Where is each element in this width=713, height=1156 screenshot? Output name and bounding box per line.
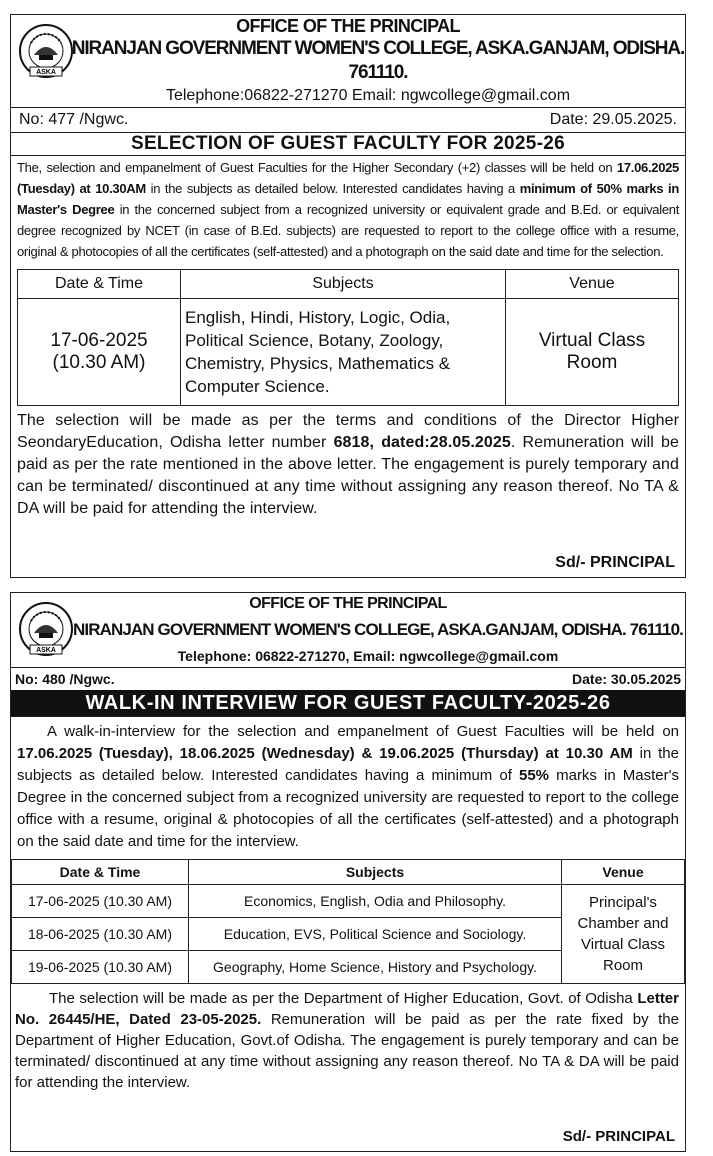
notice-header bbox=[11, 593, 685, 667]
header-subjects: Subjects bbox=[181, 270, 506, 299]
notice-walk-in-interview bbox=[10, 592, 686, 1152]
table-header-row bbox=[18, 270, 679, 299]
principal-signature: Sd/- PRINCIPAL bbox=[555, 554, 675, 571]
reference-row bbox=[11, 667, 685, 690]
header-subjects: Subjects bbox=[189, 860, 562, 885]
notice-title: WALK-IN INTERVIEW FOR GUEST FACULTY-2025-26 bbox=[11, 690, 685, 717]
header-venue: Venue bbox=[562, 860, 685, 885]
reference-number: No: 480 /Ngwc. bbox=[15, 671, 115, 687]
college-name: NIRANJAN GOVERNMENT WOMEN'S COLLEGE, ASKA.GANJAM, ODISHA. 761110. bbox=[71, 38, 685, 83]
header-venue: Venue bbox=[506, 270, 679, 299]
notice-date: Date: 29.05.2025. bbox=[549, 111, 677, 128]
venue-cell: Principal's Chamber and Virtual Class Room bbox=[562, 885, 685, 984]
schedule-table bbox=[17, 269, 679, 406]
date-time-cell: 17-06-2025 (10.30 AM) bbox=[18, 299, 181, 406]
office-title: OFFICE OF THE PRINCIPAL bbox=[249, 595, 447, 612]
office-title: OFFICE OF THE PRINCIPAL bbox=[236, 16, 460, 36]
subjects-cell: Education, EVS, Political Science and Sociology. bbox=[189, 918, 562, 951]
notice-title: SELECTION OF GUEST FACULTY FOR 2025-26 bbox=[11, 132, 685, 156]
svg-text:ASKA: ASKA bbox=[36, 647, 56, 654]
principal-signature: Sd/- PRINCIPAL bbox=[562, 1128, 675, 1145]
college-seal-logo bbox=[17, 599, 75, 663]
subjects-cell: Economics, English, Odia and Philosophy. bbox=[189, 885, 562, 918]
header-date-time: Date & Time bbox=[12, 860, 189, 885]
contact-line: Telephone: 06822-271270, Email: ngwcollege@gmail.com bbox=[177, 648, 559, 664]
reference-number: No: 477 /Ngwc. bbox=[19, 111, 129, 128]
schedule-table bbox=[11, 859, 685, 984]
notice-selection-guest-faculty bbox=[10, 14, 686, 578]
subjects-cell: English, Hindi, History, Logic, Odia, Political Science, Botany, Zoology, Chemistry, Physics, Mathematics & Computer Science. bbox=[181, 299, 506, 406]
table-header-row bbox=[12, 860, 685, 885]
subjects-cell: Geography, Home Science, History and Psychology. bbox=[189, 951, 562, 984]
reference-row bbox=[11, 107, 685, 132]
table-row bbox=[18, 299, 679, 406]
intro-paragraph: A walk-in-interview for the selection and empanelment of Guest Faculties will be held on 17.06.2025 (Tuesday), 18.06.2025 (Wednesday) & 19.06.2025 (Thursday) at 10.30 AM in the subjects as detailed below. Interested candidates having a minimum of 55% marks in Master's Degree in the concerned subject from a recognized university are requested to report to the college office with a resume, original & photocopies of all the certificates (self-attested) and a photograph on the said date and time for the interview. bbox=[17, 723, 679, 850]
venue-cell: Virtual Class Room bbox=[506, 299, 679, 406]
college-name: NIRANJAN GOVERNMENT WOMEN'S COLLEGE, ASKA.GANJAM, ODISHA. 761110. bbox=[73, 620, 683, 639]
closing-paragraph: The selection will be made as per the terms and conditions of the Director Higher SeondaryEducation, Odisha letter number 6818, dated:28.05.2025. Remuneration will be paid as per the rate mentioned in the above letter. The engagement is purely temporary and can be terminated/ discontinued at any time without assigning any reason thereof. No TA & DA will be paid for attending the interview. bbox=[17, 412, 679, 517]
svg-text:ASKA: ASKA bbox=[36, 69, 56, 76]
intro-paragraph: The, selection and empanelment of Guest Faculties for the Higher Secondary (+2) classes will be held on 17.06.2025 (Tuesday) at 10.30AM in the subjects as detailed below. Interested candidates having a minimum of 50% marks in Master's Degree in the concerned subject from a recognized university or equivalent grade and B.Ed. or equivalent degree recognized by NCET (in case of B.Ed. subjects) are requested to report to the college office with a resume, original & photocopies of all the certificates (self-attested) and a photograph on the said date and time for the selection. bbox=[17, 160, 680, 259]
table-row bbox=[12, 885, 685, 918]
notice-date: Date: 30.05.2025 bbox=[572, 671, 681, 687]
closing-paragraph: The selection will be made as per the Department of Higher Education, Govt. of Odisha Letter No. 26445/HE, Dated 23-05-2025. Remuneration will be paid as per the rate fixed by the Department of Higher Education, Govt.of Odisha. The engagement is purely temporary and can be terminated/ discontinued at any time without assigning any reason thereof. No TA & DA will be paid for attending the interview. bbox=[15, 990, 679, 1091]
notice-header bbox=[11, 15, 685, 107]
date-time-cell: 17-06-2025 (10.30 AM) bbox=[12, 885, 189, 918]
header-date-time: Date & Time bbox=[18, 270, 181, 299]
contact-line: Telephone:06822-271270 Email: ngwcollege@gmail.com bbox=[165, 87, 571, 104]
date-time-cell: 18-06-2025 (10.30 AM) bbox=[12, 918, 189, 951]
date-time-cell: 19-06-2025 (10.30 AM) bbox=[12, 951, 189, 984]
college-seal-logo bbox=[17, 21, 75, 85]
